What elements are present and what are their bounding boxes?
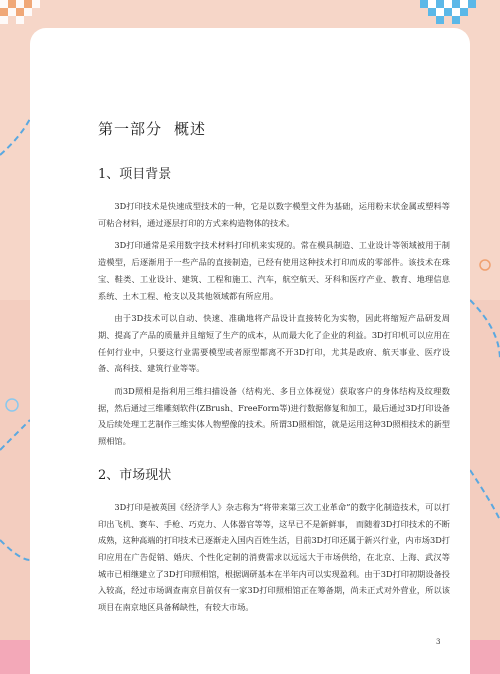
paragraph: 3D打印技术是快速成型技术的一种，它是以数字模型文件为基础，运用粉末状金属或塑料等可粘合材料，通过逐层打印的方式来构造物体的技术。 xyxy=(98,201,450,228)
paragraph: 3D打印通常是采用数字技术材料打印机来实现的。常在模具制造、工业设计等领域被用于制造模型，后逐渐用于一些产品的直接制造，已经有使用这种技术打印而成的零部件。该技术在珠宝、鞋类、工业设计、建筑、工程和施工、汽车，航空航天、牙科和医疗产业、教育、地理信息系统、土木工程、枪支以及其他领域都有所应用。 xyxy=(98,240,450,301)
part-label: 第一部分 xyxy=(98,120,163,138)
part-title: 概述 xyxy=(174,120,207,138)
section-title: 1、项目背景 xyxy=(98,167,172,182)
part-heading xyxy=(98,118,450,139)
page-number: 3 xyxy=(436,638,441,646)
section-title: 2、市场现状 xyxy=(98,467,172,483)
page-content xyxy=(98,118,450,622)
paragraph: 而3D照相是指利用三维扫描设备（结构光、多目立体视觉）获取客户的身体结构及纹理数据，然后通过三维雕刻软件(ZBrush、FreeForm等)进行数据修复和加工，最后通过3D打印设备及后续处理工艺制作三维实体人物塑像的技术。所谓3D照相馆，就是运用这种3D照相技术的新型照相馆。 xyxy=(98,386,450,447)
paragraph: 3D打印是被英国《经济学人》杂志称为“将带来第三次工业革命”的数字化制造技术，可以打印出飞机、赛车、手枪、巧克力、人体器官等等，这早已不是新鲜事， 而随着3D打印技术的不断成熟，这种高端的打印技术已逐渐走入国内百姓生活，目前3D打印还属于新兴行业，内市场3D打印应用在广告促销、婚庆、个性化定制的消费需求以远远大于市场供给，在北京、上海、武汉等城市已相继建立了3D打印照相馆，根据调研基本在半年内可以实现盈利。由于3D打印初期设备投入较高，经过市场调查南京目前仅有一家3D打印照相馆正在筹备期，尚未正式对外营业，所以该项目在南京地区具备稀缺性，有较大市场。 xyxy=(98,501,450,613)
paragraph: 由于3D技术可以自动、快速、准确地将产品设计直接转化为实物，因此将缩短产品研发周期、提高了产品的质量并且缩短了生产的成本，从而最大化了企业的利益。3D打印机可以应用在任何行业中，只要这行业需要模型或者原型都离不开3D打印，尤其是政府、航天事业、医疗设备、高科技、建筑行业等等。 xyxy=(98,313,450,374)
document-page xyxy=(30,28,470,674)
